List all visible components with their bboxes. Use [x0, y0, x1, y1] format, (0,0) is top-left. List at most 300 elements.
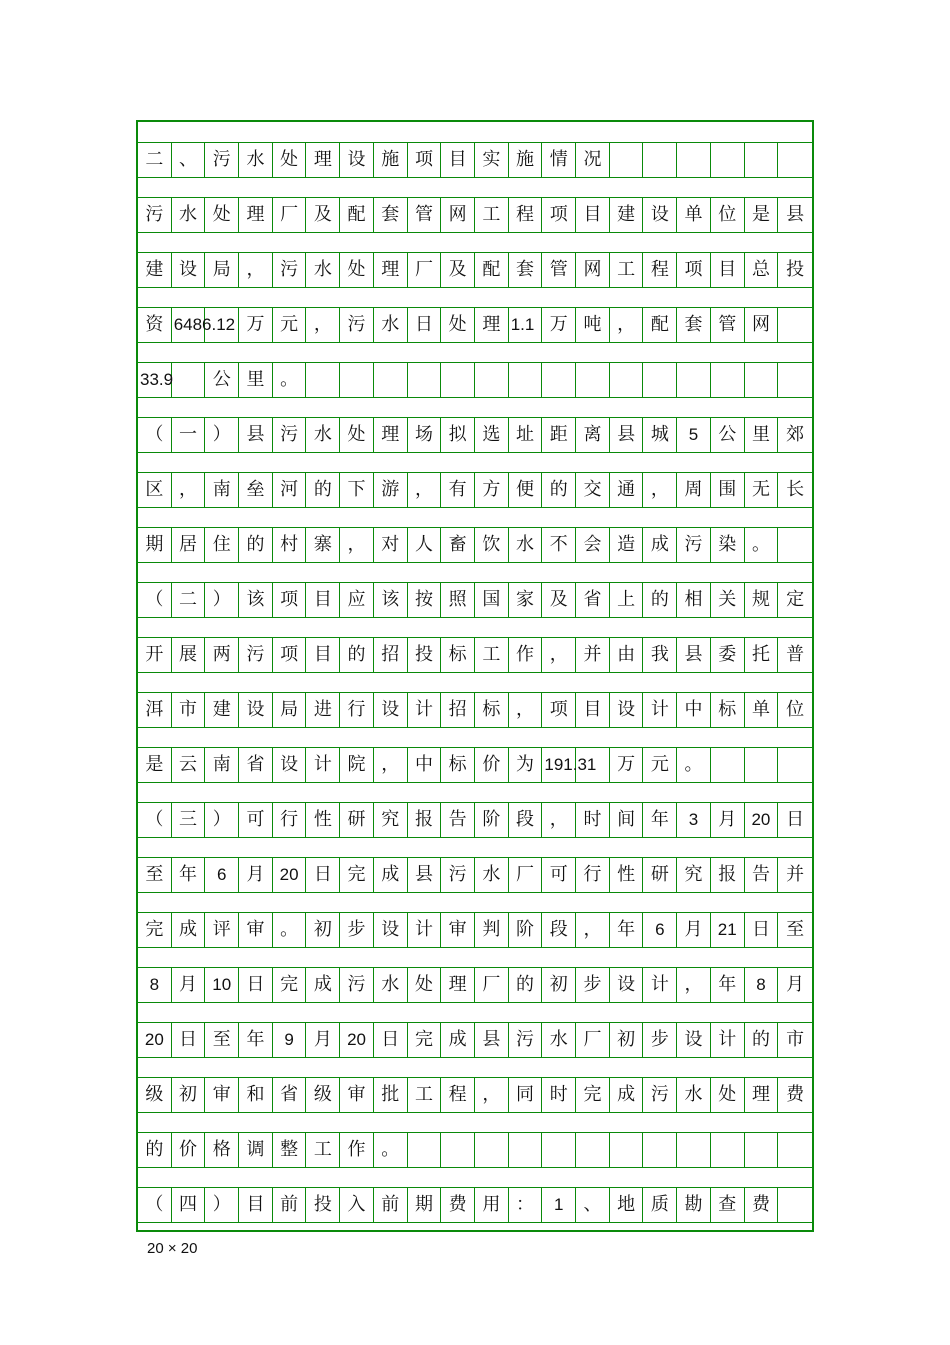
grid-row — [138, 967, 812, 1003]
grid-cell: 水 — [677, 1077, 711, 1112]
grid-cell: 中 — [408, 747, 442, 782]
grid-cell: 离 — [576, 417, 610, 452]
grid-cell: 万 — [610, 747, 644, 782]
grid-cell: 建 — [610, 197, 644, 232]
grid-cell: 项 — [677, 252, 711, 287]
grid-cell: 日 — [786, 808, 805, 830]
grid-cell: 管 — [408, 197, 442, 232]
grid-cell — [644, 142, 678, 177]
grid-cell: 饮 — [475, 527, 509, 562]
grid-cell: 理 — [307, 142, 341, 177]
row-gap — [138, 782, 812, 803]
grid-cell: 的 — [745, 1022, 779, 1057]
grid-cell: 审 — [205, 1077, 239, 1112]
grid-cell: 、 — [172, 142, 206, 177]
grid-cell: 完 — [273, 967, 307, 1002]
grid-cell: 有 — [441, 472, 475, 507]
grid-cell: 元 — [273, 307, 307, 342]
grid-cell: 成 — [610, 1077, 644, 1112]
grid-cell: 处 — [340, 417, 374, 452]
grid-cell: 招 — [374, 637, 408, 672]
grid-cell: 费 — [441, 1187, 475, 1222]
grid-cell: 厂 — [509, 857, 543, 892]
grid-cell: 日 — [239, 967, 273, 1002]
grid-cell: 照 — [441, 582, 475, 617]
grid-cell: 便 — [509, 472, 543, 507]
row-gap — [138, 287, 812, 308]
grid-cell: 理 — [374, 417, 408, 452]
grid-cell: 处 — [340, 252, 374, 287]
grid-cell: 20 — [340, 1022, 374, 1057]
grid-cell: 用 — [475, 1187, 509, 1222]
grid-cell: ， — [408, 472, 442, 507]
grid-cell — [509, 1132, 543, 1167]
grid-cell: 行 — [576, 857, 610, 892]
grid-cell: 日 — [374, 1022, 408, 1057]
grid-cell: 及 — [441, 252, 475, 287]
grid-cell: 理 — [475, 307, 509, 342]
grid-cell: 垒 — [239, 472, 273, 507]
grid-cell: 级 — [307, 1077, 341, 1112]
grid-cell: 况 — [576, 142, 610, 177]
grid-cell — [441, 1132, 475, 1167]
grid-cell: 单 — [745, 692, 779, 727]
grid-cell: 工 — [307, 1132, 341, 1167]
grid-cell: 段 — [542, 912, 576, 947]
grid-cell: 期 — [408, 1187, 442, 1222]
grid-cell — [475, 1132, 509, 1167]
grid-cell — [677, 142, 711, 177]
grid-cell — [711, 142, 745, 177]
grid-cell: 上 — [610, 582, 644, 617]
grid-cell: 投 — [307, 1187, 341, 1222]
grid-cell: 3 — [677, 802, 711, 837]
row-gap — [138, 1002, 812, 1023]
grid-cell: 云 — [172, 747, 206, 782]
grid-cell: 及 — [307, 197, 341, 232]
grid-cell: 、 — [576, 1187, 610, 1222]
grid-cell: 工 — [475, 637, 509, 672]
grid-cell: 地 — [610, 1187, 644, 1222]
row-gap — [138, 892, 812, 913]
grid-cell: 水 — [542, 1022, 576, 1057]
grid-cell: 理 — [239, 197, 273, 232]
grid-cell: 元 — [644, 747, 678, 782]
grid-cell: 厂 — [475, 967, 509, 1002]
grid-cell: 完 — [576, 1077, 610, 1112]
row-gap — [138, 837, 812, 858]
grid-cell: 资 — [138, 307, 172, 342]
grid-cell: 的 — [239, 527, 273, 562]
grid-cell: 阶 — [475, 802, 509, 837]
grid-cell: 究 — [677, 857, 711, 892]
grid-row — [138, 472, 812, 508]
grid-cell: 1 — [542, 1187, 576, 1222]
grid-cell: 理 — [441, 967, 475, 1002]
grid-cell: 设 — [340, 142, 374, 177]
grid-cell: 。 — [273, 912, 307, 947]
grid-row — [138, 857, 812, 893]
grid-cell: 招 — [441, 692, 475, 727]
grid-cell: 通 — [610, 472, 644, 507]
grid-cell: 目 — [576, 197, 610, 232]
grid-cell: 里 — [745, 417, 779, 452]
grid-cell: 初 — [307, 912, 341, 947]
grid-cell: 10 — [205, 967, 239, 1002]
grid-cell: 郊 — [786, 423, 805, 445]
grid-row — [138, 747, 812, 783]
grid-cell: 位 — [711, 197, 745, 232]
grid-cell: 套 — [509, 252, 543, 287]
row-gap — [138, 672, 812, 693]
grid-cell: 8 — [745, 967, 779, 1002]
grid-cell: 报 — [711, 857, 745, 892]
grid-cell: 月 — [307, 1022, 341, 1057]
grid-cell: 前 — [374, 1187, 408, 1222]
grid-cell: 污 — [273, 252, 307, 287]
grid-cell: ， — [307, 307, 341, 342]
row-gap — [138, 947, 812, 968]
grid-cell: 时 — [576, 802, 610, 837]
grid-cell: 入 — [340, 1187, 374, 1222]
grid-cell — [509, 362, 543, 397]
grid-cell: 吨 — [576, 307, 610, 342]
grid-cell: 步 — [644, 1022, 678, 1057]
grid-cell: 费 — [745, 1187, 779, 1222]
grid-cell: 8 — [138, 967, 172, 1002]
grid-cell: 配 — [340, 197, 374, 232]
grid-cell: 可 — [239, 802, 273, 837]
grid-cell: 配 — [475, 252, 509, 287]
grid-cell — [610, 1132, 644, 1167]
grid-cell: 月 — [677, 912, 711, 947]
grid-cell: 开 — [138, 637, 172, 672]
grid-cell: 间 — [610, 802, 644, 837]
grid-cell: 水 — [374, 967, 408, 1002]
grid-row — [138, 802, 812, 838]
grid-cell: ） — [205, 802, 239, 837]
grid-cell: 评 — [205, 912, 239, 947]
grid-cell: 管 — [711, 307, 745, 342]
grid-cell: 项 — [408, 142, 442, 177]
grid-cell: 县 — [475, 1022, 509, 1057]
grid-cell: 审 — [441, 912, 475, 947]
grid-cell: 作 — [509, 637, 543, 672]
grid-cell: ： — [509, 1187, 543, 1222]
grid-cell: 项 — [542, 197, 576, 232]
grid-row — [138, 912, 812, 948]
grid-cell: 处 — [441, 307, 475, 342]
grid-cell: 9 — [273, 1022, 307, 1057]
manuscript-grid — [136, 120, 814, 1232]
grid-row — [138, 1132, 812, 1168]
grid-cell — [778, 362, 812, 397]
grid-cell: 万 — [239, 307, 273, 342]
grid-cell: 调 — [239, 1132, 273, 1167]
grid-cell — [745, 747, 779, 782]
grid-cell: 性 — [307, 802, 341, 837]
grid-cell: 至 — [205, 1022, 239, 1057]
grid-cell: 日 — [745, 912, 779, 947]
grid-cell: 对 — [374, 527, 408, 562]
grid-cell: 标 — [475, 692, 509, 727]
grid-row — [138, 527, 812, 563]
grid-cell: 期 — [138, 527, 172, 562]
grid-cell: 月 — [172, 967, 206, 1002]
grid-cell: 目 — [576, 692, 610, 727]
grid-cell: 告 — [745, 857, 779, 892]
grid-cell: 格 — [205, 1132, 239, 1167]
grid-cell: 程 — [441, 1077, 475, 1112]
grid-cell: 目 — [239, 1187, 273, 1222]
grid-cell: 的 — [644, 582, 678, 617]
grid-cell — [576, 362, 610, 397]
grid-cell: 长 — [786, 478, 805, 500]
grid-cell: 步 — [576, 967, 610, 1002]
grid-cell: 畜 — [441, 527, 475, 562]
grid-cell: 是 — [138, 747, 172, 782]
grid-cell: 污 — [441, 857, 475, 892]
grid-cell: ， — [509, 692, 543, 727]
grid-cell: 初 — [542, 967, 576, 1002]
grid-cell: 计 — [408, 692, 442, 727]
grid-cell: ， — [542, 802, 576, 837]
grid-row — [138, 692, 812, 728]
grid-cell: 厂 — [273, 197, 307, 232]
grid-cell: 一 — [172, 417, 206, 452]
grid-cell: 污 — [273, 417, 307, 452]
grid-cell: 应 — [340, 582, 374, 617]
grid-cell: 染 — [711, 527, 745, 562]
grid-cell: 初 — [172, 1077, 206, 1112]
grid-cell: 二 — [172, 582, 206, 617]
row-gap — [138, 617, 812, 638]
grid-cell: 工 — [475, 197, 509, 232]
grid-cell: 并 — [576, 637, 610, 672]
grid-cell: 段 — [509, 802, 543, 837]
grid-cell: 价 — [475, 747, 509, 782]
grid-cell: 及 — [542, 582, 576, 617]
row-gap — [138, 507, 812, 528]
grid-cell: 初 — [610, 1022, 644, 1057]
grid-cell: 水 — [307, 252, 341, 287]
grid-cell: 年 — [711, 967, 745, 1002]
grid-row — [138, 1187, 812, 1223]
grid-cell: 展 — [172, 637, 206, 672]
grid-cell: 191.31 — [542, 747, 576, 782]
grid-cell: 批 — [374, 1077, 408, 1112]
row-gap — [138, 727, 812, 748]
grid-cell: 研 — [340, 802, 374, 837]
grid-cell: ， — [610, 307, 644, 342]
grid-cell: 。 — [745, 527, 779, 562]
grid-cell: 目 — [711, 252, 745, 287]
grid-cell: 并 — [786, 863, 805, 885]
grid-cell — [778, 307, 812, 342]
grid-cell — [374, 362, 408, 397]
grid-cell: 水 — [239, 142, 273, 177]
grid-cell: 成 — [374, 857, 408, 892]
grid-cell: 的 — [307, 472, 341, 507]
grid-cell: ， — [677, 967, 711, 1002]
row-gap — [138, 342, 812, 363]
grid-cell: 委 — [711, 637, 745, 672]
grid-cell: 设 — [239, 692, 273, 727]
grid-cell: 建 — [138, 252, 172, 287]
grid-cell: 成 — [441, 1022, 475, 1057]
grid-cell: 省 — [239, 747, 273, 782]
grid-cell: 年 — [172, 857, 206, 892]
grid-cell — [745, 362, 779, 397]
grid-cell: 污 — [340, 967, 374, 1002]
grid-cell: 污 — [509, 1022, 543, 1057]
grid-cell: 程 — [509, 197, 543, 232]
grid-cell: 四 — [172, 1187, 206, 1222]
grid-cell: ， — [542, 637, 576, 672]
grid-cell: 污 — [205, 142, 239, 177]
grid-cell: 成 — [172, 912, 206, 947]
grid-cell: 判 — [475, 912, 509, 947]
row-gap — [138, 1057, 812, 1078]
grid-cell: 标 — [711, 692, 745, 727]
grid-cell — [778, 142, 812, 177]
grid-cell: 标 — [441, 747, 475, 782]
grid-cell: 处 — [711, 1077, 745, 1112]
grid-cell: 套 — [677, 307, 711, 342]
grid-cell: 厂 — [576, 1022, 610, 1057]
grid-cell: 规 — [745, 582, 779, 617]
grid-cell: 目 — [441, 142, 475, 177]
grid-cell: 33.9 — [138, 362, 172, 397]
grid-cell: 行 — [340, 692, 374, 727]
grid-cell: 人 — [408, 527, 442, 562]
grid-cell: 成 — [644, 527, 678, 562]
grid-cell: 国 — [475, 582, 509, 617]
grid-cell: 中 — [677, 692, 711, 727]
grid-cell: 洱 — [138, 692, 172, 727]
grid-cell: 完 — [408, 1022, 442, 1057]
grid-cell: 距 — [542, 417, 576, 452]
grid-cell: 水 — [374, 307, 408, 342]
grid-cell: 市 — [172, 692, 206, 727]
grid-cell: 关 — [711, 582, 745, 617]
grid-row — [138, 1022, 812, 1058]
grid-cell: 省 — [576, 582, 610, 617]
grid-cell: 进 — [307, 692, 341, 727]
grid-row — [138, 417, 812, 453]
grid-cell: 设 — [610, 692, 644, 727]
grid-cell: 设 — [172, 252, 206, 287]
grid-cell: 住 — [205, 527, 239, 562]
grid-row — [138, 252, 812, 288]
grid-cell: 月 — [786, 973, 805, 995]
grid-cell: 研 — [644, 857, 678, 892]
grid-cell — [711, 1132, 745, 1167]
grid-cell: 省 — [273, 1077, 307, 1112]
grid-cell — [778, 527, 812, 562]
grid-cell: 程 — [644, 252, 678, 287]
grid-cell: 1.1 — [509, 307, 543, 342]
grid-cell: 查 — [711, 1187, 745, 1222]
grid-cell: 污 — [677, 527, 711, 562]
grid-cell: 前 — [273, 1187, 307, 1222]
grid-cell: 年 — [644, 802, 678, 837]
grid-cell: 县 — [677, 637, 711, 672]
grid-cell: ） — [205, 582, 239, 617]
grid-cell: 步 — [340, 912, 374, 947]
grid-cell: 级 — [138, 1077, 172, 1112]
grid-cell: 审 — [239, 912, 273, 947]
grid-cell: 污 — [644, 1077, 678, 1112]
grid-cell: 造 — [610, 527, 644, 562]
grid-cell — [307, 362, 341, 397]
grid-cell: 20 — [138, 1022, 172, 1057]
grid-cell: 托 — [745, 637, 779, 672]
grid-cell: 计 — [307, 747, 341, 782]
grid-cell: 至 — [138, 857, 172, 892]
grid-cell: 河 — [273, 472, 307, 507]
grid-cell: （ — [138, 802, 172, 837]
grid-cell: 万 — [542, 307, 576, 342]
grid-cell: 处 — [273, 142, 307, 177]
grid-cell: 和 — [239, 1077, 273, 1112]
grid-cell: 管 — [542, 252, 576, 287]
grid-cell: 计 — [408, 912, 442, 947]
grid-cell: ， — [239, 252, 273, 287]
grid-cell — [778, 1187, 812, 1222]
grid-cell — [441, 362, 475, 397]
grid-row — [138, 1077, 812, 1113]
grid-cell: 南 — [205, 472, 239, 507]
grid-cell: 完 — [138, 912, 172, 947]
grid-cell: 县 — [610, 417, 644, 452]
grid-cell: 设 — [374, 912, 408, 947]
grid-cell: ） — [205, 417, 239, 452]
grid-row — [138, 197, 812, 233]
grid-cell: 处 — [205, 197, 239, 232]
grid-cell: 区 — [138, 472, 172, 507]
grid-cell: ， — [172, 472, 206, 507]
grid-cell — [745, 142, 779, 177]
grid-cell: 网 — [441, 197, 475, 232]
grid-cell: 21 — [711, 912, 745, 947]
grid-cell: 的 — [542, 472, 576, 507]
grid-cell: 周 — [677, 472, 711, 507]
grid-cell: 家 — [509, 582, 543, 617]
grid-cell: 理 — [745, 1077, 779, 1112]
grid-cell — [172, 362, 206, 397]
grid-cell: 设 — [610, 967, 644, 1002]
grid-cell: 工 — [408, 1077, 442, 1112]
grid-cell: 月 — [239, 857, 273, 892]
grid-cell: 寨 — [307, 527, 341, 562]
grid-cell: 县 — [786, 203, 805, 225]
grid-cell: 同 — [509, 1077, 543, 1112]
grid-cell: 6 — [205, 857, 239, 892]
grid-cell: 二 — [138, 142, 172, 177]
grid-cell — [542, 362, 576, 397]
grid-cell: 居 — [172, 527, 206, 562]
grid-cell — [542, 1132, 576, 1167]
grid-row — [138, 637, 812, 673]
grid-cell: 市 — [786, 1028, 805, 1050]
grid-cell: 年 — [239, 1022, 273, 1057]
grid-cell: 施 — [374, 142, 408, 177]
grid-row — [138, 307, 812, 343]
grid-cell: 设 — [374, 692, 408, 727]
grid-cell: 方 — [475, 472, 509, 507]
grid-cell: 公 — [711, 417, 745, 452]
